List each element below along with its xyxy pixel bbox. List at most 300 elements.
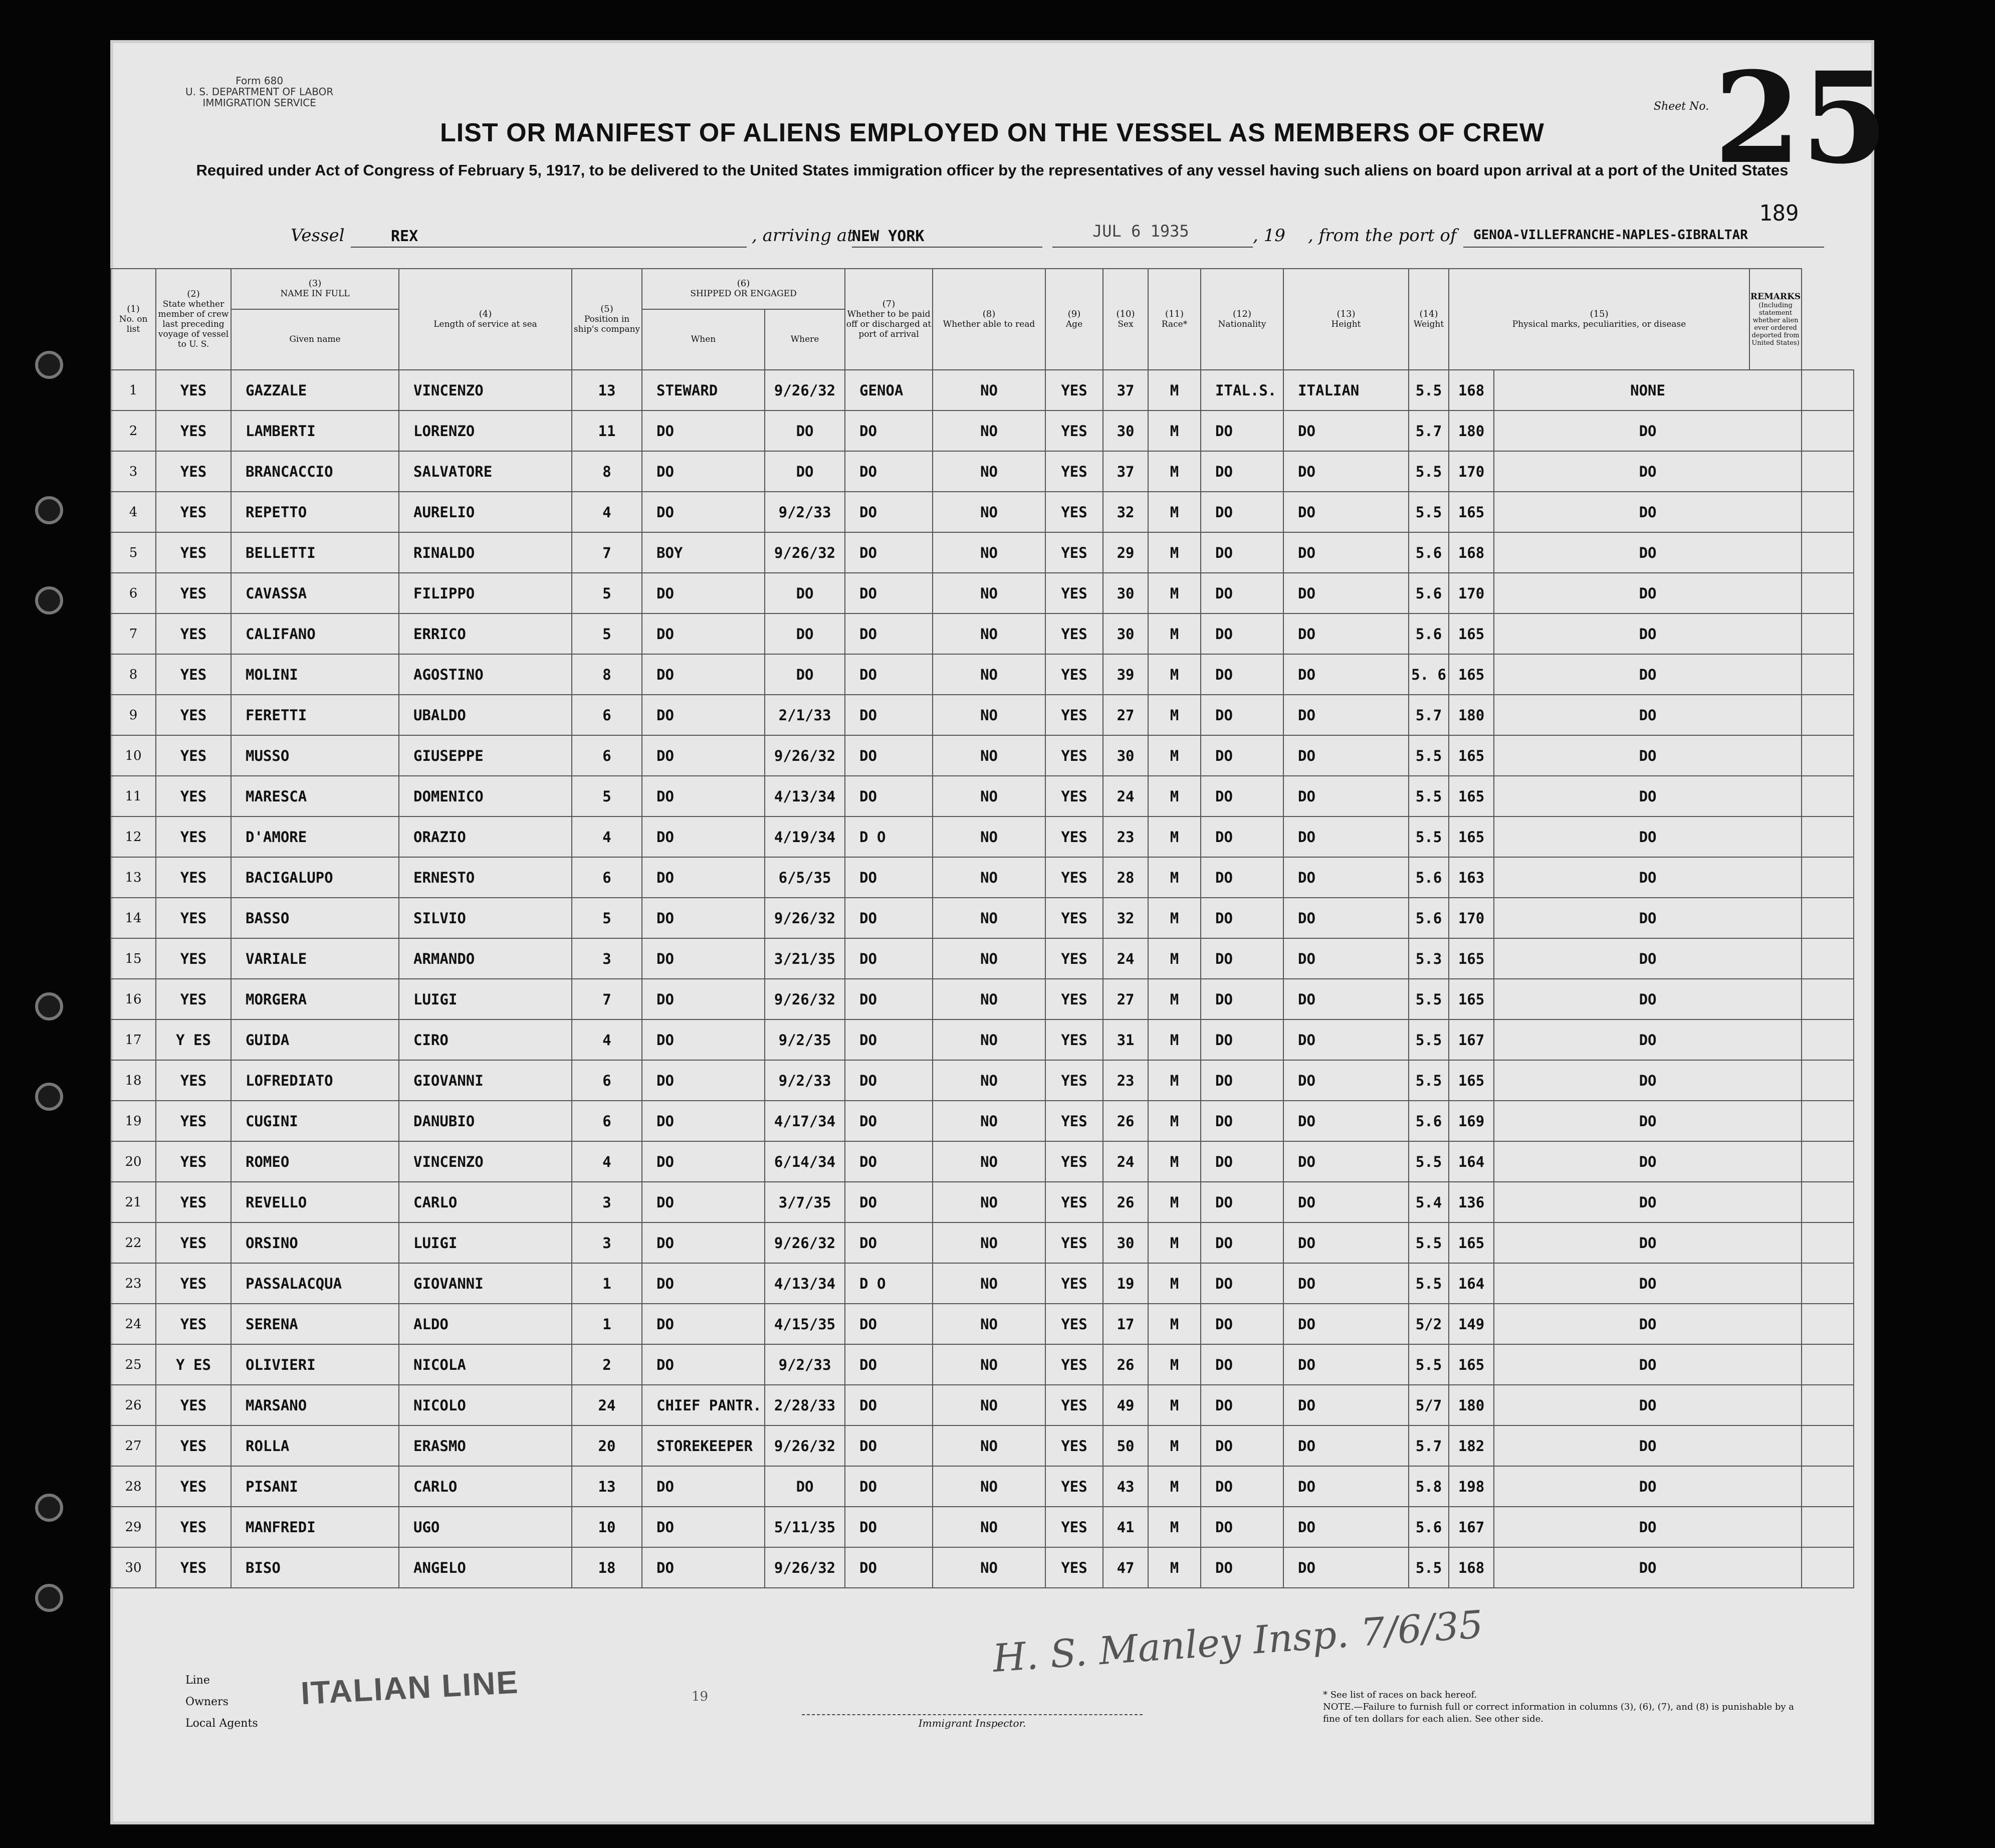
family-name: REPETTO xyxy=(231,492,399,532)
height: 5.5 xyxy=(1409,979,1449,1019)
nationality: DO xyxy=(1283,1385,1409,1425)
from-port: GENOA-VILLEFRANCHE-NAPLES-GIBRALTAR xyxy=(1473,228,1748,243)
given-name: GIOVANNI xyxy=(399,1060,572,1101)
weight: 170 xyxy=(1449,573,1494,613)
weight: 180 xyxy=(1449,695,1494,735)
height: 5.3 xyxy=(1409,938,1449,979)
length-of-service: 18 xyxy=(572,1547,642,1588)
stamp-number: 189 xyxy=(1759,200,1799,226)
height: 5.6 xyxy=(1409,532,1449,573)
shipped-where: DO xyxy=(845,1507,933,1547)
race: DO xyxy=(1201,1507,1283,1547)
length-of-service: 3 xyxy=(572,938,642,979)
form-identifier xyxy=(185,75,333,108)
age: 29 xyxy=(1103,532,1148,573)
physical-marks: DO xyxy=(1494,1182,1802,1222)
paid-off: NO xyxy=(933,776,1045,816)
shipped-where: DO xyxy=(845,613,933,654)
position: DO xyxy=(642,735,765,776)
nationality: DO xyxy=(1283,451,1409,492)
shipped-where: DO xyxy=(845,1344,933,1385)
able-to-read: YES xyxy=(1045,979,1103,1019)
given-name: ERASMO xyxy=(399,1425,572,1466)
position: DO xyxy=(642,979,765,1019)
shipped-when: 9/2/33 xyxy=(765,1060,845,1101)
table-row xyxy=(111,1019,1854,1060)
given-name: UBALDO xyxy=(399,695,572,735)
sex: M xyxy=(1148,695,1201,735)
remarks-cell xyxy=(1802,451,1854,492)
penalty-note: NOTE.—Failure to furnish full or correct information in columns (3), (6), (7), and (8) is punishable by a fine of ten dollars for each alien. See other side. xyxy=(1323,1702,1794,1724)
race: DO xyxy=(1201,816,1283,857)
physical-marks: DO xyxy=(1494,1425,1802,1466)
weight: 165 xyxy=(1449,1222,1494,1263)
table-row xyxy=(111,695,1854,735)
physical-marks: DO xyxy=(1494,857,1802,898)
height: 5.6 xyxy=(1409,613,1449,654)
family-name: BELLETTI xyxy=(231,532,399,573)
sex: M xyxy=(1148,1507,1201,1547)
position: DO xyxy=(642,410,765,451)
paid-off: NO xyxy=(933,1547,1045,1588)
race: DO xyxy=(1201,1019,1283,1060)
physical-marks: DO xyxy=(1494,735,1802,776)
header-age: Age xyxy=(1065,319,1083,329)
age: 27 xyxy=(1103,695,1148,735)
position: DO xyxy=(642,613,765,654)
binder-hole xyxy=(35,351,63,379)
crew-previous-voyage: YES xyxy=(156,1263,231,1304)
height: 5.6 xyxy=(1409,1101,1449,1141)
row-number: 24 xyxy=(111,1304,156,1344)
shipped-where: DO xyxy=(845,573,933,613)
binder-hole xyxy=(35,1584,63,1612)
position: DO xyxy=(642,1547,765,1588)
paid-off: NO xyxy=(933,1222,1045,1263)
shipped-when: 9/26/32 xyxy=(765,1547,845,1588)
race: DO xyxy=(1201,654,1283,695)
shipped-when: DO xyxy=(765,613,845,654)
shipped-when: 9/26/32 xyxy=(765,532,845,573)
remarks-cell xyxy=(1802,1304,1854,1344)
shipped-where: DO xyxy=(845,451,933,492)
nationality: DO xyxy=(1283,1466,1409,1507)
position: CHIEF PANTR. xyxy=(642,1385,765,1425)
vessel-label: Vessel xyxy=(291,226,345,246)
shipped-where: D O xyxy=(845,816,933,857)
length-of-service: 11 xyxy=(572,410,642,451)
able-to-read: YES xyxy=(1045,1425,1103,1466)
crew-previous-voyage: YES xyxy=(156,1101,231,1141)
shipped-where: DO xyxy=(845,1466,933,1507)
age: 31 xyxy=(1103,1019,1148,1060)
length-of-service: 10 xyxy=(572,1507,642,1547)
nationality: DO xyxy=(1283,1141,1409,1182)
physical-marks: DO xyxy=(1494,1547,1802,1588)
nationality: DO xyxy=(1283,857,1409,898)
crew-previous-voyage: YES xyxy=(156,654,231,695)
header-remarks-note: (Including statement whether alien ever ordered deported from United States) xyxy=(1751,302,1800,347)
header-when: When xyxy=(642,309,765,370)
weight: 165 xyxy=(1449,776,1494,816)
physical-marks: DO xyxy=(1494,1019,1802,1060)
race: DO xyxy=(1201,613,1283,654)
crew-previous-voyage: YES xyxy=(156,735,231,776)
height: 5/2 xyxy=(1409,1304,1449,1344)
given-name: LORENZO xyxy=(399,410,572,451)
given-name: ORAZIO xyxy=(399,816,572,857)
crew-previous-voyage: YES xyxy=(156,1507,231,1547)
shipped-where: DO xyxy=(845,1385,933,1425)
footnote xyxy=(1323,1689,1799,1725)
length-of-service: 8 xyxy=(572,451,642,492)
remarks-cell xyxy=(1802,1101,1854,1141)
crew-previous-voyage: YES xyxy=(156,573,231,613)
family-name: BISO xyxy=(231,1547,399,1588)
weight: 170 xyxy=(1449,898,1494,938)
physical-marks: DO xyxy=(1494,613,1802,654)
paid-off: NO xyxy=(933,1466,1045,1507)
age: 24 xyxy=(1103,1141,1148,1182)
shipped-when: 3/21/35 xyxy=(765,938,845,979)
paid-off: NO xyxy=(933,410,1045,451)
table-row xyxy=(111,857,1854,898)
position: DO xyxy=(642,1019,765,1060)
given-name: GIUSEPPE xyxy=(399,735,572,776)
race: DO xyxy=(1201,1547,1283,1588)
shipped-where: DO xyxy=(845,1304,933,1344)
crew-previous-voyage: YES xyxy=(156,695,231,735)
column-number: (10) xyxy=(1116,309,1135,319)
table-row xyxy=(111,735,1854,776)
remarks-cell xyxy=(1802,1141,1854,1182)
position: DO xyxy=(642,857,765,898)
age: 27 xyxy=(1103,979,1148,1019)
crew-previous-voyage: YES xyxy=(156,1466,231,1507)
height: 5.5 xyxy=(1409,816,1449,857)
able-to-read: YES xyxy=(1045,492,1103,532)
able-to-read: YES xyxy=(1045,573,1103,613)
nationality: DO xyxy=(1283,410,1409,451)
given-name: CARLO xyxy=(399,1182,572,1222)
height: 5.5 xyxy=(1409,451,1449,492)
table-row xyxy=(111,1344,1854,1385)
paid-off: NO xyxy=(933,857,1045,898)
header-shipped-or-engaged: SHIPPED OR ENGAGED xyxy=(690,289,797,299)
shipped-where: DO xyxy=(845,1060,933,1101)
crew-previous-voyage: Y ES xyxy=(156,1344,231,1385)
remarks-cell xyxy=(1802,1263,1854,1304)
height: 5.5 xyxy=(1409,776,1449,816)
paid-off: NO xyxy=(933,1263,1045,1304)
column-number: (12) xyxy=(1233,309,1251,319)
given-name: AURELIO xyxy=(399,492,572,532)
row-number: 16 xyxy=(111,979,156,1019)
paid-off: NO xyxy=(933,1182,1045,1222)
able-to-read: YES xyxy=(1045,1385,1103,1425)
age: 37 xyxy=(1103,370,1148,410)
arrival-date-stamp: JUL 6 1935 xyxy=(1092,222,1189,241)
family-name: FERETTI xyxy=(231,695,399,735)
table-row xyxy=(111,776,1854,816)
family-name: BRANCACCIO xyxy=(231,451,399,492)
shipped-when: 9/2/33 xyxy=(765,492,845,532)
shipped-where: DO xyxy=(845,1222,933,1263)
paid-off: NO xyxy=(933,573,1045,613)
physical-marks: DO xyxy=(1494,1222,1802,1263)
shipped-when: 9/26/32 xyxy=(765,1425,845,1466)
given-name: LUIGI xyxy=(399,979,572,1019)
remarks-cell xyxy=(1802,1344,1854,1385)
height: 5.4 xyxy=(1409,1182,1449,1222)
race: DO xyxy=(1201,776,1283,816)
physical-marks: DO xyxy=(1494,1141,1802,1182)
height: 5.5 xyxy=(1409,1019,1449,1060)
table-row xyxy=(111,1425,1854,1466)
length-of-service: 8 xyxy=(572,654,642,695)
arriving-label: , arriving at xyxy=(752,226,854,246)
weight: 164 xyxy=(1449,1263,1494,1304)
binder-holes xyxy=(35,0,65,1848)
vessel-underline xyxy=(351,247,747,248)
family-name: OLIVIERI xyxy=(231,1344,399,1385)
shipped-when: 9/26/32 xyxy=(765,898,845,938)
able-to-read: YES xyxy=(1045,735,1103,776)
physical-marks: DO xyxy=(1494,1060,1802,1101)
age: 24 xyxy=(1103,938,1148,979)
shipped-when: 6/5/35 xyxy=(765,857,845,898)
age: 17 xyxy=(1103,1304,1148,1344)
sex: M xyxy=(1148,1344,1201,1385)
column-number: (4) xyxy=(479,309,492,319)
crew-previous-voyage: YES xyxy=(156,532,231,573)
paid-off: NO xyxy=(933,370,1045,410)
remarks-cell xyxy=(1802,1547,1854,1588)
physical-marks: DO xyxy=(1494,979,1802,1019)
length-of-service: 5 xyxy=(572,613,642,654)
shipped-where: DO xyxy=(845,1101,933,1141)
shipped-when: DO xyxy=(765,654,845,695)
weight: 149 xyxy=(1449,1304,1494,1344)
nationality: DO xyxy=(1283,532,1409,573)
paid-off: NO xyxy=(933,492,1045,532)
nationality: DO xyxy=(1283,1222,1409,1263)
crew-previous-voyage: YES xyxy=(156,1222,231,1263)
sex: M xyxy=(1148,451,1201,492)
given-name: LUIGI xyxy=(399,1222,572,1263)
position: DO xyxy=(642,938,765,979)
weight: 165 xyxy=(1449,1060,1494,1101)
shipped-when: 9/2/35 xyxy=(765,1019,845,1060)
shipped-where: DO xyxy=(845,857,933,898)
given-name: AGOSTINO xyxy=(399,654,572,695)
family-name: LOFREDIATO xyxy=(231,1060,399,1101)
family-name: CALIFANO xyxy=(231,613,399,654)
header-position: Position in ship's company xyxy=(573,314,640,334)
shipped-where: D O xyxy=(845,1263,933,1304)
row-number: 18 xyxy=(111,1060,156,1101)
position: DO xyxy=(642,1304,765,1344)
table-row xyxy=(111,1507,1854,1547)
family-name: LAMBERTI xyxy=(231,410,399,451)
local-agents-label: Local Agents xyxy=(185,1717,258,1730)
able-to-read: YES xyxy=(1045,816,1103,857)
crew-previous-voyage: YES xyxy=(156,451,231,492)
given-name: ERRICO xyxy=(399,613,572,654)
position: DO xyxy=(642,451,765,492)
nationality: DO xyxy=(1283,1101,1409,1141)
shipped-where: DO xyxy=(845,410,933,451)
nationality: DO xyxy=(1283,776,1409,816)
table-row xyxy=(111,573,1854,613)
remarks-cell xyxy=(1802,1466,1854,1507)
weight: 164 xyxy=(1449,1141,1494,1182)
row-number: 22 xyxy=(111,1222,156,1263)
table-row xyxy=(111,1466,1854,1507)
weight: 165 xyxy=(1449,816,1494,857)
nationality: DO xyxy=(1283,735,1409,776)
column-number: (15) xyxy=(1590,309,1609,319)
given-name: NICOLA xyxy=(399,1344,572,1385)
weight: 165 xyxy=(1449,735,1494,776)
height: 5.5 xyxy=(1409,1263,1449,1304)
physical-marks: DO xyxy=(1494,573,1802,613)
crew-previous-voyage: YES xyxy=(156,1385,231,1425)
weight: 136 xyxy=(1449,1182,1494,1222)
crew-previous-voyage: YES xyxy=(156,1182,231,1222)
row-number: 17 xyxy=(111,1019,156,1060)
age: 32 xyxy=(1103,492,1148,532)
paid-off: NO xyxy=(933,1141,1045,1182)
remarks-cell xyxy=(1802,1507,1854,1547)
remarks-cell xyxy=(1802,938,1854,979)
position: DO xyxy=(642,1060,765,1101)
physical-marks: DO xyxy=(1494,492,1802,532)
crew-previous-voyage: YES xyxy=(156,1141,231,1182)
nationality: DO xyxy=(1283,1425,1409,1466)
height: 5.7 xyxy=(1409,695,1449,735)
able-to-read: YES xyxy=(1045,654,1103,695)
sex: M xyxy=(1148,938,1201,979)
crew-previous-voyage: YES xyxy=(156,857,231,898)
race: DO xyxy=(1201,1101,1283,1141)
row-number: 5 xyxy=(111,532,156,573)
sex: M xyxy=(1148,573,1201,613)
shipped-when: 9/26/32 xyxy=(765,1222,845,1263)
header-remarks: REMARKS xyxy=(1750,292,1801,302)
weight: 165 xyxy=(1449,654,1494,695)
table-row xyxy=(111,654,1854,695)
race: DO xyxy=(1201,898,1283,938)
length-of-service: 1 xyxy=(572,1263,642,1304)
race: DO xyxy=(1201,1466,1283,1507)
sex: M xyxy=(1148,370,1201,410)
race: DO xyxy=(1201,492,1283,532)
footer-fields xyxy=(185,1674,258,1739)
shipped-where: DO xyxy=(845,654,933,695)
column-number: (2) xyxy=(187,289,200,299)
binder-hole xyxy=(35,496,63,524)
family-name: MANFREDI xyxy=(231,1507,399,1547)
row-number: 2 xyxy=(111,410,156,451)
row-number: 23 xyxy=(111,1263,156,1304)
crew-previous-voyage: YES xyxy=(156,979,231,1019)
shipped-where: DO xyxy=(845,979,933,1019)
paid-off: NO xyxy=(933,654,1045,695)
weight: 165 xyxy=(1449,1344,1494,1385)
race: DO xyxy=(1201,451,1283,492)
weight: 198 xyxy=(1449,1466,1494,1507)
nationality: DO xyxy=(1283,654,1409,695)
able-to-read: YES xyxy=(1045,1304,1103,1344)
weight: 165 xyxy=(1449,938,1494,979)
given-name: ERNESTO xyxy=(399,857,572,898)
row-number: 6 xyxy=(111,573,156,613)
physical-marks: DO xyxy=(1494,410,1802,451)
race: DO xyxy=(1201,1182,1283,1222)
sex: M xyxy=(1148,898,1201,938)
shipped-where: DO xyxy=(845,1182,933,1222)
binder-hole xyxy=(35,586,63,614)
family-name: BACIGALUPO xyxy=(231,857,399,898)
row-number: 20 xyxy=(111,1141,156,1182)
crew-previous-voyage: YES xyxy=(156,1425,231,1466)
age: 50 xyxy=(1103,1425,1148,1466)
weight: 169 xyxy=(1449,1101,1494,1141)
height: 5.5 xyxy=(1409,370,1449,410)
race: DO xyxy=(1201,979,1283,1019)
length-of-service: 7 xyxy=(572,532,642,573)
remarks-cell xyxy=(1802,532,1854,573)
position: DO xyxy=(642,1344,765,1385)
physical-marks: DO xyxy=(1494,1101,1802,1141)
sex: M xyxy=(1148,410,1201,451)
remarks-cell xyxy=(1802,1385,1854,1425)
paid-off: NO xyxy=(933,979,1045,1019)
row-number: 10 xyxy=(111,735,156,776)
race: DO xyxy=(1201,532,1283,573)
table-row xyxy=(111,613,1854,654)
height: 5.5 xyxy=(1409,735,1449,776)
column-number: (7) xyxy=(882,299,896,309)
row-number: 26 xyxy=(111,1385,156,1425)
able-to-read: YES xyxy=(1045,410,1103,451)
column-number: (1) xyxy=(127,304,140,314)
shipped-where: DO xyxy=(845,492,933,532)
age: 26 xyxy=(1103,1101,1148,1141)
weight: 170 xyxy=(1449,451,1494,492)
race: DO xyxy=(1201,938,1283,979)
column-number: (14) xyxy=(1419,309,1438,319)
row-number: 12 xyxy=(111,816,156,857)
nationality: DO xyxy=(1283,613,1409,654)
given-name: VINCENZO xyxy=(399,1141,572,1182)
given-name: UGO xyxy=(399,1507,572,1547)
family-name: GUIDA xyxy=(231,1019,399,1060)
length-of-service: 6 xyxy=(572,1101,642,1141)
weight: 180 xyxy=(1449,410,1494,451)
nationality: ITALIAN xyxy=(1283,370,1409,410)
crew-previous-voyage: YES xyxy=(156,492,231,532)
shipped-when: 9/26/32 xyxy=(765,370,845,410)
able-to-read: YES xyxy=(1045,1222,1103,1263)
position: DO xyxy=(642,1141,765,1182)
row-number: 14 xyxy=(111,898,156,938)
row-number: 8 xyxy=(111,654,156,695)
crew-previous-voyage: YES xyxy=(156,776,231,816)
race: DO xyxy=(1201,573,1283,613)
sex: M xyxy=(1148,532,1201,573)
